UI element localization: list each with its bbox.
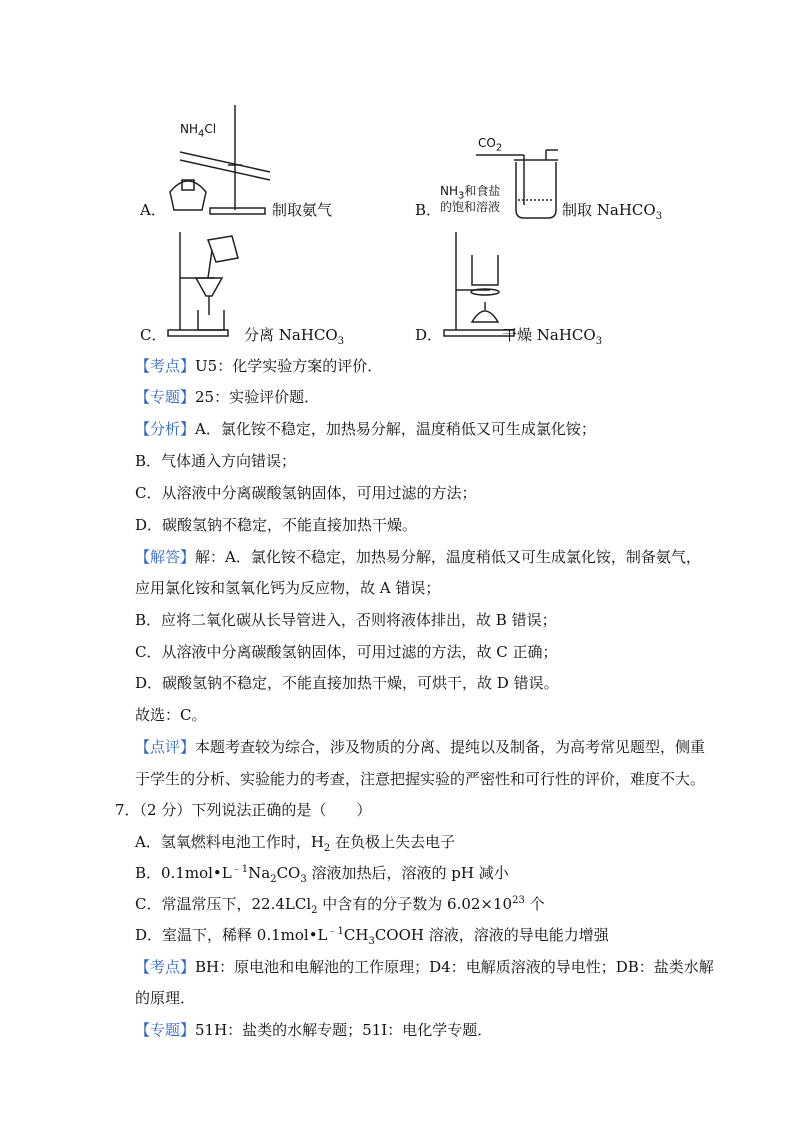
q7-stem: 7．（2 分）下列说法正确的是（ ） xyxy=(115,801,372,819)
figure-c-letter: C． xyxy=(140,326,167,344)
q7-kaodian: 【考点】BH：原电池和电解池的工作原理；D4：电解质溶液的导电性；DB：盐类水解 xyxy=(135,958,714,976)
figure-b-caption: 制取 NaHCO$_3$ xyxy=(562,201,663,222)
q6-jieda-d: D．碳酸氢钠不稳定，不能直接加热干燥，可烘干，故 D 错误。 xyxy=(135,674,559,692)
q6-fenxi-d: D．碳酸氢钠不稳定，不能直接加热干燥。 xyxy=(135,516,418,534)
q7-option-d: D．室温下，稀释 $0.1mol•L^{﹣1}CH_3COOH$ 溶液，溶液的导电能力增强 xyxy=(135,926,609,947)
figure-a-letter: A． xyxy=(140,201,166,219)
q6-fenxi: 【分析】A．氯化铵不稳定，加热易分解，温度稍低又可生成氯化铵； xyxy=(135,420,596,438)
apparatus-d-drawing xyxy=(430,230,530,340)
q7-kaodian-2: 的原理． xyxy=(135,989,196,1007)
q6-jieda: 【解答】解：A．氯化铵不稳定，加热易分解，温度稍低又可生成氯化铵，制备氨气， xyxy=(135,548,701,566)
figure-b-letter: B． xyxy=(415,201,442,219)
q6-jieda-b: B．应将二氧化碳从长导管进入，否则将液体排出，故 B 错误； xyxy=(135,611,557,629)
q7-option-c: C．常温常压下，22.4LCl$_2$ 中含有的分子数为 $6.02\times 10^{23}$ 个 xyxy=(135,895,545,916)
q7-option-a: A．氢氧燃料电池工作时，$H_2$ 在负极上失去电子 xyxy=(135,833,456,854)
gas-label: CO xyxy=(478,136,496,150)
liquid-label: 的饱和溶液 xyxy=(440,200,501,214)
q6-dianping: 【点评】本题考查较为综合，涉及物质的分离、提纯以及制备，为高考常见题型，侧重 xyxy=(135,738,706,756)
figure-d-letter: D． xyxy=(415,326,443,344)
q6-kaodian: 【考点】U5：化学实验方案的评价． xyxy=(135,357,383,375)
q6-answer: 故选：C。 xyxy=(135,706,207,724)
figure-a-caption: 制取氨气 xyxy=(272,201,333,219)
figure-c-caption: 分离 NaHCO$_3$ xyxy=(244,326,345,347)
apparatus-c-drawing xyxy=(160,230,260,340)
q7-option-b: B．$0.1mol•L^{﹣1}Na_2CO_3$ 溶液加热后，溶液的 pH 减小 xyxy=(135,864,509,885)
figure-b: $CO_2$ $NH_3$和食盐 的饱和溶液 xyxy=(440,130,560,230)
q6-fenxi-c: C．从溶液中分离碳酸氢钠固体，可用过滤的方法； xyxy=(135,484,477,502)
figure-d-caption: 干燥 NaHCO$_3$ xyxy=(502,326,603,347)
figure-c xyxy=(160,230,260,340)
figure-a: $NH_4Cl$ xyxy=(140,100,390,225)
apparatus-a-drawing xyxy=(140,100,390,225)
q6-jieda-c: C．从溶液中分离碳酸氢钠固体，可用过滤的方法，故 C 正确； xyxy=(135,643,558,661)
q7-zhuanti: 【专题】51H：盐类的水解专题；51I：电化学专题． xyxy=(135,1021,493,1039)
figure-d xyxy=(430,230,530,340)
reagent-label: NH xyxy=(180,122,198,136)
q6-jieda-a2: 应用氯化铵和氢氧化钙为反应物，故 A 错误； xyxy=(135,579,441,597)
q6-fenxi-b: B．气体通入方向错误； xyxy=(135,452,297,470)
q6-dianping-2: 于学生的分析、实验能力的考查，注意把握实验的严密性和可行性的评价，难度不大。 xyxy=(135,770,706,788)
q6-zhuanti: 【专题】25：实验评价题． xyxy=(135,388,320,406)
